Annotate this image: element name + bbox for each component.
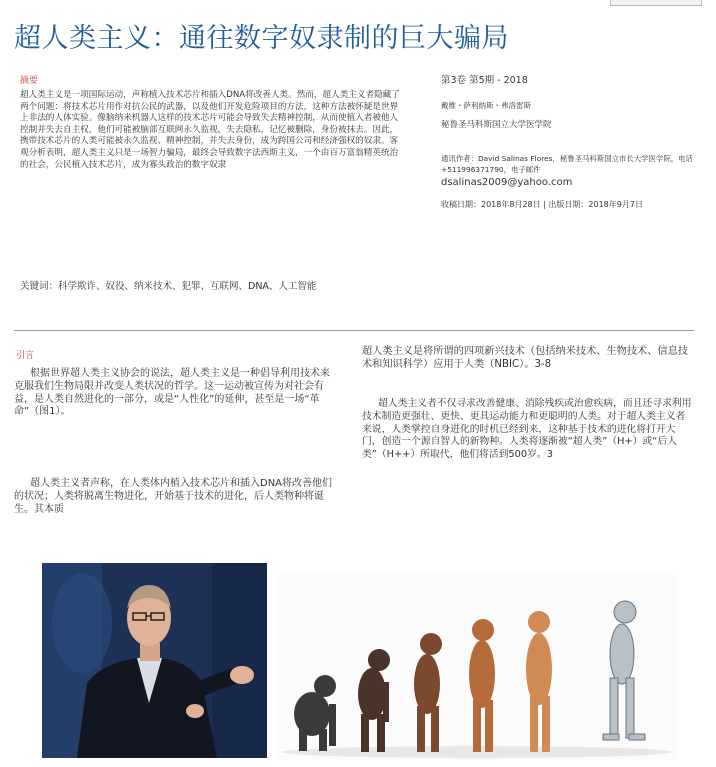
abstract-label: 摘要 [20, 76, 39, 86]
intro-paragraph-2: 超人类主义者声称，在人类体内植入技术芯片和插入DNA将改善他们的状况；人类将脱离生物进化，开始基于技术的进化，后人类物种将诞生。其本质 [14, 478, 333, 515]
affiliation: 秘鲁圣马科斯国立大学医学院 [441, 120, 552, 130]
window-tab [610, 0, 702, 6]
intro-paragraph-1: 根据世界超人类主义协会的说法，超人类主义是一种倡导利用技术来克服我们生物局限并改变人类状况的哲学。这一运动被宣传为对社会有益，是人类自然进化的一部分，或是“人性化”的延伸，甚至是一场“革命”（图1）。 [14, 368, 330, 418]
keywords: 关键词：科学欺诈、奴役、纳米技术、犯罪、互联网、DNA、人工智能 [20, 281, 317, 292]
abstract-text: 超人类主义是一项国际运动，声称植入技术芯片和插入DNA将改善人类。然而，超人类主义者隐藏了两个问题：将技术芯片用作对抗公民的武器，以及他们开发危险项目的方法，这种方法被怀疑是世界上非法的人体实验。像脑纳米机器人这样的技术芯片可能会导致失去精神控制，从而使植入者被他人控制并失去自主权，他们可能被脑部互联网永久监视，失去隐私，记忆被删除，身份被抹去。因此，携带技术芯片的人类可能被永久监视、精神控制，并失去身份，成为跨国公司和经济强权的奴隶。客观分析表明，超人类主义只是一场智力骗局，最终会导致数字法西斯主义，一个由百万富翁精英统治的社会，公民植入技术芯片，成为寡头政治的数字奴隶 [20, 90, 400, 170]
speaker-photo [42, 563, 267, 758]
page-title: 超人类主义：通往数字奴隶制的巨大骗局 [14, 23, 509, 54]
publication-dates: 收稿日期：2018年8月28日 | 出版日期：2018年9月7日 [441, 200, 643, 209]
intro-label: 引言 [16, 351, 35, 361]
evolution-illustration [277, 574, 677, 760]
author-name: 戴维・萨利纳斯・弗洛雷斯 [441, 101, 531, 110]
evolution-figures [277, 574, 677, 760]
correspondence: 通讯作者：David Salinas Flores，秘鲁圣马科斯国立市长大学医学院，电话 +511996371790，电子邮件 [441, 154, 693, 174]
issue-info: 第3卷 第5期 - 2018 [441, 75, 528, 86]
section-divider [14, 330, 694, 331]
email-link[interactable]: dsalinas2009@yahoo.com [441, 177, 573, 188]
intro-paragraph-4: 超人类主义者不仅寻求改善健康、消除残疾或治愈疾病，而且还寻求利用技术制造更强壮、更快、更具运动能力和更聪明的人类。对于超人类主义者来说，人类掌控自身进化的时机已经到来，这种基于技术的进化将打开大门，创造一个源自智人的新物种。人类将逐渐被“超人类”（H+）或“后人类”（H++）所取代，他们将活到500岁。3 [362, 398, 692, 461]
speaker-illustration [42, 563, 267, 758]
intro-paragraph-3: 超人类主义是将所谓的四项新兴技术（包括纳米技术、生物技术、信息技术和知识科学）应用于人类（NBIC）。3-8 [362, 346, 688, 370]
